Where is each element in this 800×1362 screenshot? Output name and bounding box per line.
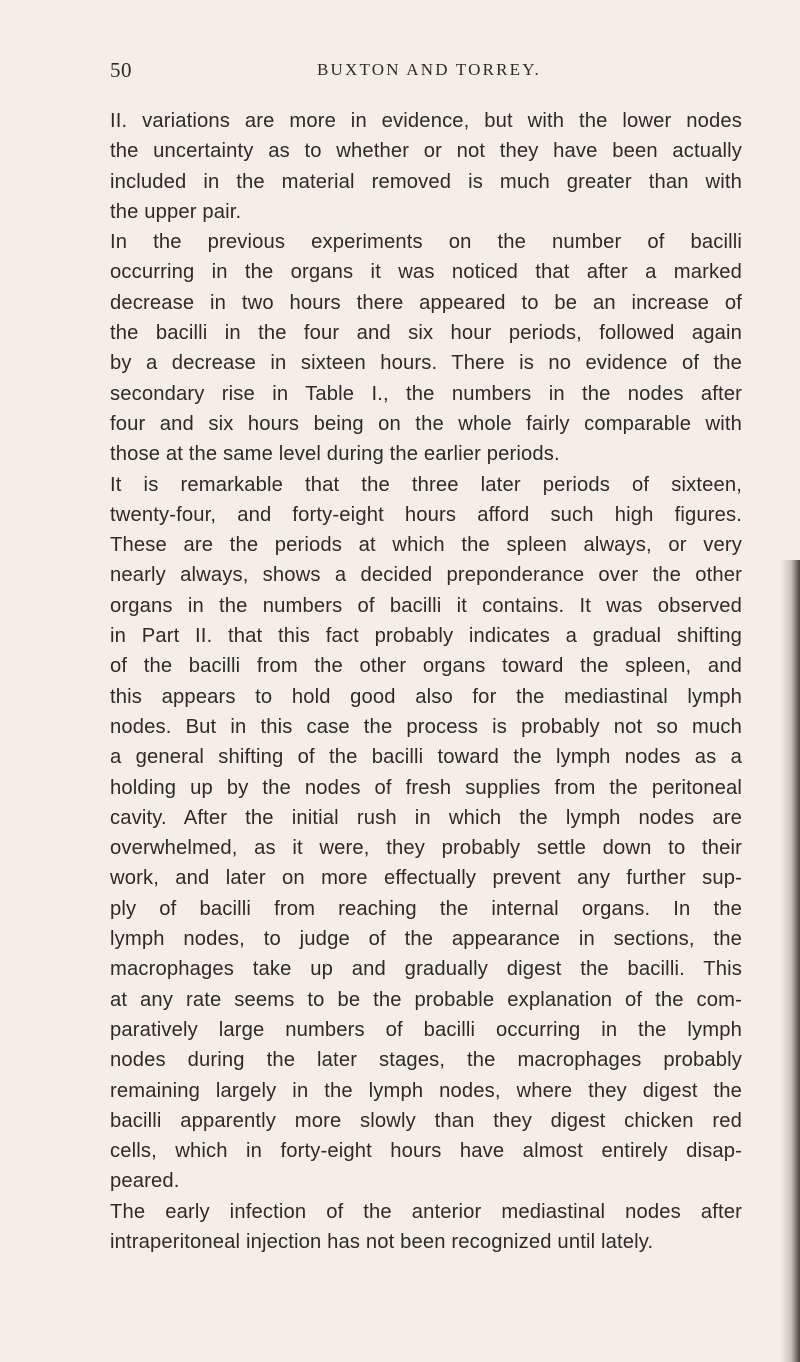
page-edge-shadow [780, 560, 800, 1362]
text-line: intraperitoneal injection has not been recognized until lately. [110, 1230, 654, 1253]
page-number: 50 [110, 58, 132, 82]
text-line: nodes. But in this case the process is probably not so much [110, 715, 742, 738]
text-line: peared. [110, 1170, 180, 1193]
paragraph [110, 1197, 742, 1258]
text-line: overwhelmed, as it were, they probably settle down to their [110, 837, 742, 860]
text-line: The early infection of the anterior mediastinal nodes after [110, 1200, 742, 1223]
text-line: twenty-four, and forty-eight hours afford such high figures. [110, 503, 742, 526]
text-line: In the previous experiments on the number of bacilli [110, 231, 742, 254]
text-line: macrophages take up and gradually digest the bacilli. This [110, 958, 742, 981]
text-line: lymph nodes, to judge of the appearance in sections, the [110, 928, 742, 951]
paragraph [110, 227, 742, 469]
body-text [110, 106, 742, 1257]
text-line: at any rate seems to be the probable explanation of the com- [110, 988, 742, 1011]
text-line: paratively large numbers of bacilli occurring in the lymph [110, 1018, 742, 1041]
text-line: remaining largely in the lymph nodes, where they digest the [110, 1079, 742, 1102]
text-line: II. variations are more in evidence, but with the lower nodes [110, 110, 742, 132]
text-line: cavity. After the initial rush in which the lymph nodes are [110, 806, 742, 829]
text-line: decrease in two hours there appeared to be an increase of [110, 291, 742, 314]
text-line: a general shifting of the bacilli toward the lymph nodes as a [110, 746, 742, 769]
text-line: the bacilli in the four and six hour periods, followed again [110, 322, 742, 345]
running-head: BUXTON AND TORREY. [317, 60, 541, 79]
text-line: occurring in the organs it was noticed that after a marked [110, 261, 742, 284]
text-line: secondary rise in Table I., the numbers in the nodes after [110, 382, 742, 405]
text-line: the upper pair. [110, 200, 242, 223]
text-line: bacilli apparently more slowly than they digest chicken red [110, 1109, 742, 1132]
text-line: of the bacilli from the other organs toward the spleen, and [110, 655, 742, 678]
text-line: holding up by the nodes of fresh supplies from the peritoneal [110, 776, 742, 799]
paragraph [110, 470, 742, 1197]
text-line: four and six hours being on the whole fairly comparable with [110, 412, 742, 435]
text-line: These are the periods at which the spleen always, or very [110, 534, 742, 557]
text-line: included in the material removed is much greater than with [110, 170, 742, 193]
text-line: nearly always, shows a decided preponderance over the other [110, 564, 742, 587]
text-line: organs in the numbers of bacilli it contains. It was observed [110, 594, 742, 617]
text-line: this appears to hold good also for the mediastinal lymph [110, 685, 742, 708]
page-header [110, 48, 730, 88]
text-line: cells, which in forty-eight hours have almost entirely disap- [110, 1140, 742, 1163]
text-line: by a decrease in sixteen hours. There is no evidence of the [110, 352, 742, 375]
text-line: those at the same level during the earlier periods. [110, 443, 560, 466]
text-line: ply of bacilli from reaching the internal organs. In the [110, 897, 742, 920]
text-line: the uncertainty as to whether or not they have been actually [110, 140, 742, 163]
text-line: It is remarkable that the three later periods of sixteen, [110, 473, 742, 496]
text-line: in Part II. that this fact probably indicates a gradual shifting [110, 625, 742, 648]
text-line: work, and later on more effectually prevent any further sup- [110, 867, 742, 890]
text-line: nodes during the later stages, the macrophages probably [110, 1049, 742, 1072]
paragraph [110, 106, 742, 227]
